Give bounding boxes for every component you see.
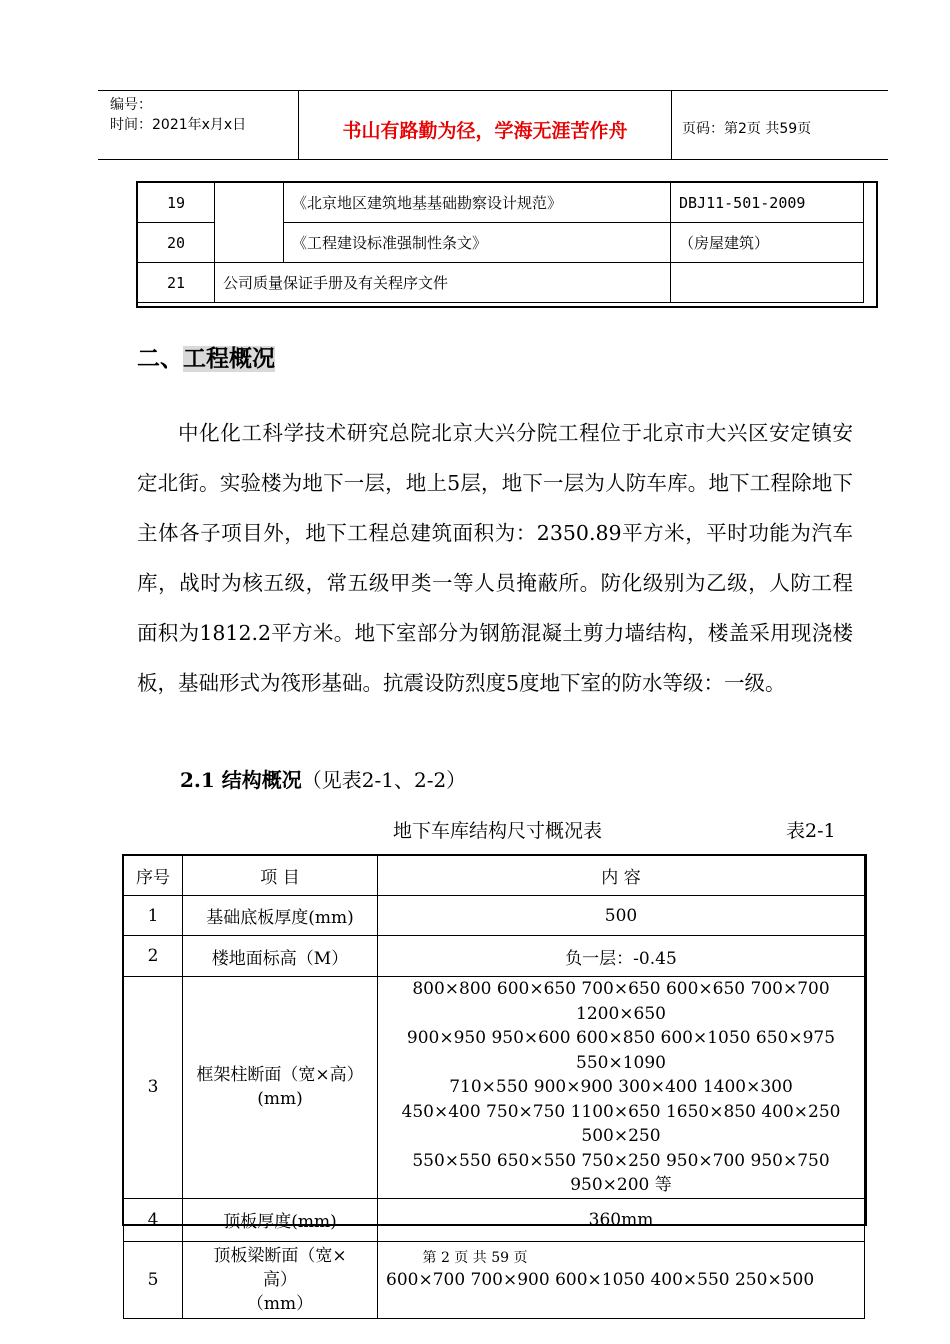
overview-paragraph: 中化化工科学技术研究总院北京大兴分院工程位于北京市大兴区安定镇安定北街。实验楼为地下一层，地上5层，地下一层为人防车库。地下工程除地下主体各子项目外，地下工程总建筑面积为：2350.89平方米，平时功能为汽车库，战时为核五级，常五级甲类一等人员掩蔽所。防化级别为乙级，人防工程面积为1812.2平方米。地下室部分为钢筋混凝土剪力墙结构，楼盖采用现浇楼板，基础形式为筏形基础。抗震设防烈度5度地下室的防水等级：一级。 (137, 421, 853, 695)
item-line: 高） (263, 1269, 297, 1290)
row-item: 楼地面标高（M） (183, 936, 378, 977)
serial-label: 编号： (110, 97, 152, 113)
header-item: 项 目 (183, 856, 378, 896)
content-line: 550×550 650×550 750×250 950×700 950×750 950×200 等 (412, 1150, 830, 1195)
header-page-cell (672, 91, 888, 159)
row-content: 负一层：-0.45 (378, 936, 865, 977)
standard-code: DBJ11-501-2009 (671, 183, 864, 223)
blank-cell (215, 183, 284, 263)
row-content: 360mm (378, 1198, 865, 1241)
table-row (124, 977, 865, 1199)
row-item: 基础底板厚度(mm) (183, 896, 378, 936)
standard-code: （房屋建筑） (671, 223, 864, 263)
content-line: 710×550 900×900 300×400 1400×300 (449, 1077, 793, 1097)
standard-name: 《北京地区建筑地基基础勘察设计规范》 (284, 183, 671, 223)
row-number: 1 (124, 896, 183, 936)
subsection-heading (180, 764, 466, 793)
table-row (124, 936, 865, 977)
row-number: 4 (124, 1198, 183, 1241)
page-header (98, 90, 888, 160)
header-meta-cell (98, 91, 299, 159)
section-title: 工程概况 (183, 346, 275, 372)
content-line: 900×950 950×600 600×850 600×1050 650×975 550×1090 (406, 1028, 836, 1073)
row-content: 500 (378, 896, 865, 936)
table-row (138, 183, 864, 223)
header-no: 序号 (124, 856, 183, 896)
section-prefix: 二、 (137, 346, 183, 372)
row-number: 20 (138, 223, 215, 263)
table-row (138, 263, 864, 303)
reference-table (137, 182, 864, 303)
standard-name: 《工程建设标准强制性条文》 (284, 223, 671, 263)
row-item: 框架柱断面（宽×高）(mm) (183, 977, 378, 1199)
standard-name: 公司质量保证手册及有关程序文件 (215, 263, 671, 303)
page-footer: 第 2 页 共 59 页 (422, 1250, 528, 1266)
row-number: 3 (124, 977, 183, 1199)
content-line: 450×400 750×750 1100×650 1650×850 400×250 500×250 (401, 1101, 841, 1146)
row-content (378, 977, 865, 1199)
time-label: 时间：2021年x月x日 (110, 117, 247, 133)
header-content: 内 容 (378, 856, 865, 896)
table-row (124, 896, 865, 936)
row-number: 19 (138, 183, 215, 223)
table-row (124, 1198, 865, 1241)
standard-code (671, 263, 864, 303)
row-number: 21 (138, 263, 215, 303)
page-label: 页码：第2页 共59页 (682, 121, 812, 137)
motto: 书山有路勤为径，学海无涯苦作舟 (342, 120, 628, 142)
table-header-row (124, 856, 865, 896)
row-content: 600×700 700×900 600×1050 400×550 250×500 (378, 1241, 865, 1318)
subsection-title: 2.1 结构概况 (180, 768, 302, 792)
item-line: （mm） (246, 1293, 314, 1314)
header-motto-cell (299, 91, 672, 159)
subsection-note: （见表2-1、2-2） (301, 768, 467, 792)
table-caption: 地下车库结构尺寸概况表 (393, 820, 603, 842)
content-line: 800×800 600×650 700×650 600×650 700×700 1200×650 (412, 979, 830, 1024)
row-number: 5 (124, 1241, 183, 1318)
item-line: 顶板梁断面（宽× (213, 1245, 347, 1266)
row-item: 顶板厚度(mm) (183, 1198, 378, 1241)
table-number: 表2-1 (786, 820, 836, 842)
row-number: 2 (124, 936, 183, 977)
section-heading (137, 340, 275, 373)
